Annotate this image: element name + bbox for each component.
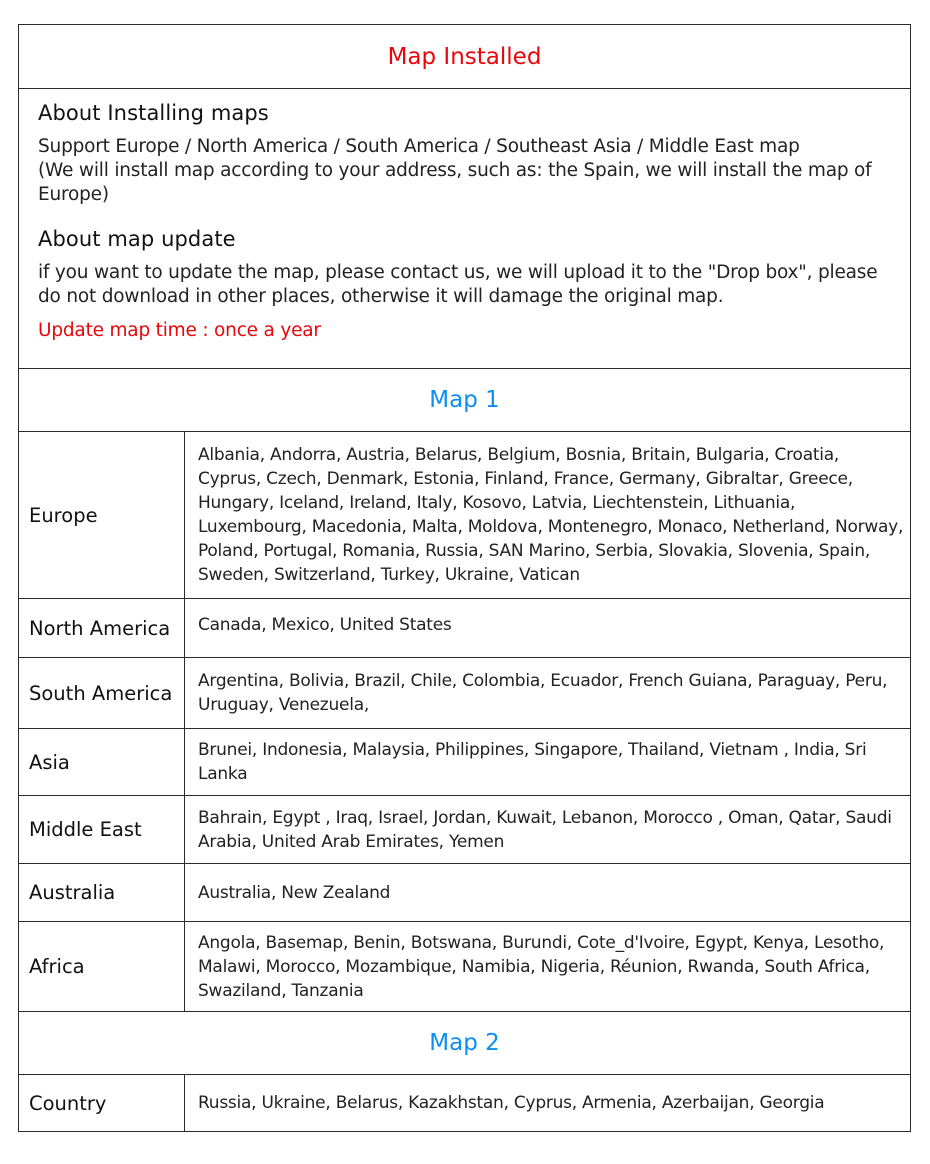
table-row: [19, 796, 910, 864]
table-row: [19, 658, 910, 729]
table-row: [19, 729, 910, 796]
region-label: Africa: [19, 922, 185, 1011]
table-row: [19, 864, 910, 922]
region-label: South America: [19, 658, 185, 728]
install-text-2: (We will install map according to your address, such as: the Spain, we will install the map of Europe): [38, 160, 872, 205]
table-row: [19, 922, 910, 1012]
map2-title: Map 2: [19, 1012, 910, 1075]
country-list: Albania, Andorra, Austria, Belarus, Belgium, Bosnia, Britain, Bulgaria, Croatia, Cyprus, Czech, Denmark, Estonia, Finland, France, Germany, Gibraltar, Greece, Hungary, Iceland, Ireland, Italy, Kosovo, Latvia, Liechtenstein, Lithuania, Luxembourg, Macedonia, Malta, Moldova, Montenegro, Monaco, Netherland, Norway, Poland, Portugal, Romania, Russia, SAN Marino, Serbia, Slovakia, Slovenia, Spain, Sweden, Switzerland, Turkey, Ukraine, Vatican: [198, 445, 904, 585]
update-text: if you want to update the map, please contact us, we will upload it to the "Drop box", please do not download in other places, otherwise it will damage the original map.: [38, 262, 878, 307]
table-row: [19, 432, 910, 599]
region-label: Europe: [19, 432, 185, 598]
update-heading: About map update: [38, 227, 236, 251]
country-list: Bahrain, Egypt , Iraq, Israel, Jordan, Kuwait, Lebanon, Morocco , Oman, Qatar, Saudi Arabia, United Arab Emirates, Yemen: [198, 807, 892, 852]
country-list: Brunei, Indonesia, Malaysia, Philippines, Singapore, Thailand, Vietnam , India, Sri Lanka: [198, 740, 867, 784]
page-title: Map Installed: [19, 25, 910, 89]
country-list: Australia, New Zealand: [198, 882, 391, 903]
update-time-note: Update map time : once a year: [38, 320, 321, 341]
country-list: Russia, Ukraine, Belarus, Kazakhstan, Cyprus, Armenia, Azerbaijan, Georgia: [198, 1093, 825, 1113]
map1-title: Map 1: [19, 369, 910, 432]
table-row: [19, 1075, 910, 1131]
region-label: Australia: [19, 864, 185, 921]
country-list: Argentina, Bolivia, Brazil, Chile, Colombia, Ecuador, French Guiana, Paraguay, Peru, Uruguay, Venezuela,: [198, 671, 888, 715]
country-list: Canada, Mexico, United States: [198, 615, 452, 635]
install-heading: About Installing maps: [38, 101, 269, 125]
table-row: [19, 599, 910, 658]
map-info-table: [18, 24, 911, 1132]
install-text-1: Support Europe / North America / South America / Southeast Asia / Middle East map: [38, 136, 800, 157]
about-section: [19, 89, 910, 369]
country-list: Angola, Basemap, Benin, Botswana, Burundi, Cote_d'Ivoire, Egypt, Kenya, Lesotho, Malawi, Morocco, Mozambique, Namibia, Nigeria, Réunion, Rwanda, South Africa, Swaziland, Tanzania: [198, 932, 885, 1001]
region-label: Country: [19, 1075, 185, 1131]
region-label: Asia: [19, 729, 185, 795]
region-label: North America: [19, 599, 185, 657]
region-label: Middle East: [19, 796, 185, 863]
